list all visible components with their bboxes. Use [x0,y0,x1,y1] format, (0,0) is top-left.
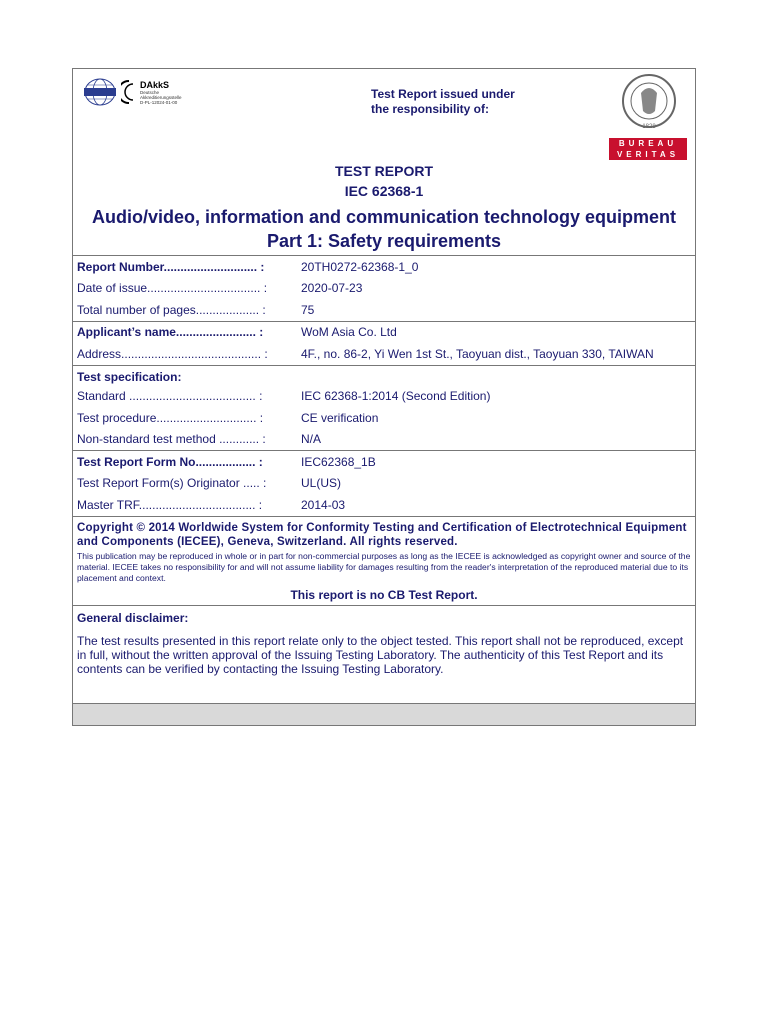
field-row [73,473,695,495]
report-standard: IEC 62368-1 [344,183,424,199]
field-label: Non-standard test method ............ : [77,432,266,447]
field-row [73,386,695,408]
field-row [73,322,695,344]
bv-year-text: 1828 [642,124,656,130]
dakks-logo [121,80,182,105]
dakks-wordmark: DAkkS [140,79,170,90]
applicant-section [73,321,695,365]
field-value: N/A [301,432,322,447]
field-label: Report Number............................ : [77,259,265,274]
bv-word-veritas: VERITAS [609,149,687,160]
field-value: IEC62368_1B [301,454,376,469]
disclaimer-body: The test results presented in this report relate only to the object tested. This report shall not be reproduced, except in full, without the written approval of the Issuing Testing Laboratory. The authenticity of this Test Report and its contents can be verified by contacting the Issuing Testing Laboratory. [77,633,684,676]
field-label: Test procedure.............................. : [77,410,264,425]
field-row [73,494,695,516]
no-cb-report-note: This report is no CB Test Report. [290,587,478,602]
field-value: 4F., no. 86-2, Yi Wen 1st St., Taoyuan dist., Taoyuan 330, TAIWAN [301,346,654,361]
field-value: WoM Asia Co. Ltd [301,325,397,340]
footer-gray-bar [73,703,695,725]
report-part: Part 1: Safety requirements [266,231,502,251]
disclaimer-section [73,605,695,701]
field-label: Date of issue.................................. : [77,281,268,296]
copyright-title: Copyright © 2014 Worldwide System for Conformity Testing and Certification of Electrotechnical Equipment and Components (IECEE), Geneva, Switzerland. All rights reserved. [77,521,687,548]
report-subject: Audio/video, information and communication technology equipment [91,207,676,227]
dakks-sub-3: D-PL-12024-01-00 [140,99,178,105]
copyright-section [73,516,695,605]
iecee-globe-logo [83,77,117,107]
bureau-veritas-seal-icon [621,73,677,133]
accreditation-logos [83,77,182,107]
field-label: Total number of pages................... : [77,302,266,317]
report-title-block [73,161,695,253]
field-value: UL(US) [301,476,342,491]
field-label: Test Report Form(s) Originator ..... : [77,476,267,491]
trf-section [73,450,695,516]
report-cover-frame [72,68,696,726]
dakks-mark-icon [121,80,137,104]
field-value: 75 [301,302,315,317]
dakks-sub-1: Deutsche [140,89,160,95]
bv-word-bureau: BUREAU [609,138,687,149]
field-row [73,429,695,451]
field-label: Address.......................................... : [77,346,268,361]
report-header [73,69,695,157]
field-value: 20TH0272-62368-1_0 [301,259,419,274]
field-row [73,343,695,365]
field-value: CE verification [301,410,379,425]
issued-line-2: the responsibility of: [371,102,490,116]
field-label: Applicant’s name........................ : [77,325,264,340]
field-row [73,299,695,321]
issued-under-text [371,87,515,117]
dakks-sub-2: Akkreditierungsstelle [140,94,182,100]
test-spec-heading: Test specification: [77,369,182,384]
disclaimer-title: General disclaimer: [77,610,189,625]
field-row [73,256,695,278]
copyright-body: This publication may be reproduced in whole or in part for non-commercial purposes as long as the IECEE is acknowledged as copyright owner and source of the material. IECEE takes no responsibility for and will not assume liability for damages resulting from the reader's interpretation of the reproduced material due to its placement and context. [77,550,691,583]
field-label: Standard ...................................... : [77,389,263,404]
field-value: IEC 62368-1:2014 (Second Edition) [301,389,491,404]
field-label: Master TRF................................... : [77,497,263,512]
field-row [73,278,695,300]
issued-line-1: Test Report issued under [371,87,515,101]
field-value: 2020-07-23 [301,281,363,296]
test-spec-section [73,365,695,451]
field-row [73,451,695,473]
report-info-section [73,255,695,321]
field-row [73,407,695,429]
field-label: Test Report Form No.................. : [77,454,263,469]
field-value: 2014-03 [301,497,346,512]
bureau-veritas-logo [609,73,687,160]
report-title: TEST REPORT [334,163,433,179]
